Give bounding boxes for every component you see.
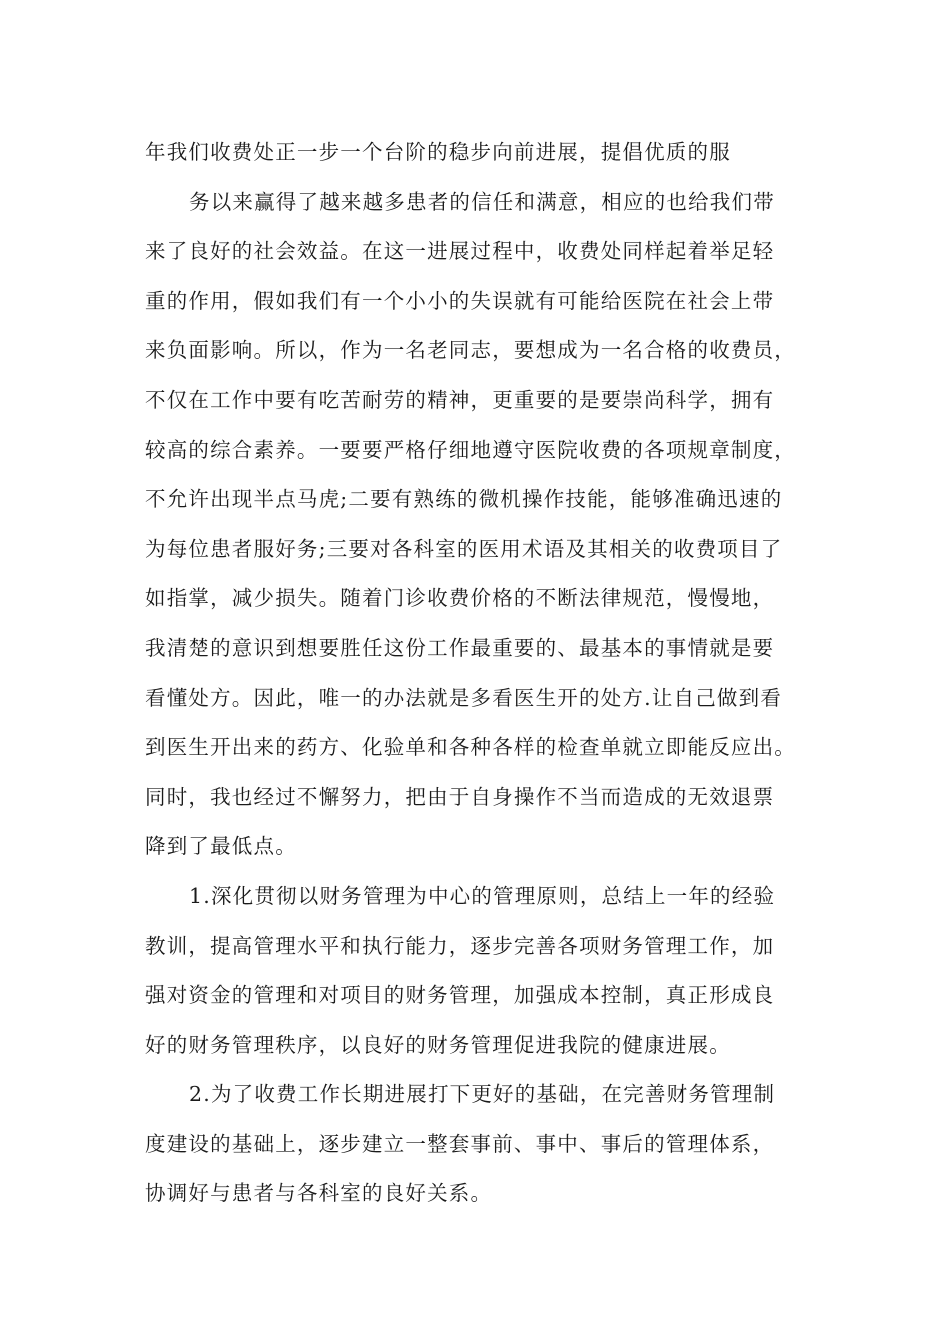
text-line: 降到了最低点。 (145, 834, 297, 859)
text-line: 务以来赢得了越来越多患者的信任和满意，相应的也给我们带 (189, 189, 775, 214)
text-line: 好的财务管理秩序，以良好的财务管理促进我院的健康进展。 (145, 1032, 731, 1057)
text-line: 我清楚的意识到想要胜任这份工作最重要的、最基本的事情就是要 (145, 635, 775, 660)
text-line: 较高的综合素养。一要要严格仔细地遵守医院收费的各项规章制度， (145, 437, 796, 462)
text-line: 同时，我也经过不懈努力，把由于自身操作不当而造成的无效退票 (145, 784, 775, 809)
text-line: 来负面影响。所以，作为一名老同志，要想成为一名合格的收费员， (145, 338, 796, 363)
text-line: 不仅在工作中要有吃苦耐劳的精神，更重要的是要崇尚科学，拥有 (145, 387, 775, 412)
text-line: 看懂处方。因此，唯一的办法就是多看医生开的处方.让自己做到看 (145, 685, 783, 710)
text-line: 到医生开出来的药方、化验单和各种各样的检查单就立即能反应出。 (145, 735, 796, 760)
text-line: 如指掌，减少损失。随着门诊收费价格的不断法律规范，慢慢地， (145, 586, 775, 611)
text-line: 协调好与患者与各科室的良好关系。 (145, 1181, 493, 1206)
text-line: 强对资金的管理和对项目的财务管理，加强成本控制，真正形成良 (145, 983, 775, 1008)
text-line: 不允许出现半点马虎;二要有熟练的微机操作技能，能够准确迅速的 (145, 487, 783, 512)
text-line: 2.为了收费工作长期进展打下更好的基础，在完善财务管理制 (189, 1082, 776, 1107)
text-line: 年我们收费处正一步一个台阶的稳步向前进展，提倡优质的服 (145, 140, 731, 164)
text-line: 重的作用，假如我们有一个小小的失误就有可能给医院在社会上带 (145, 288, 775, 313)
text-line: 来了良好的社会效益。在这一进展过程中，收费处同样起着举足轻 (145, 239, 775, 264)
text-line: 度建设的基础上，逐步建立一整套事前、事中、事后的管理体系， (145, 1131, 775, 1156)
text-line: 教训，提高管理水平和执行能力，逐步完善各项财务管理工作，加 (145, 933, 775, 958)
text-line: 1.深化贯彻以财务管理为中心的管理原则，总结上一年的经验 (189, 883, 776, 908)
text-line: 为每位患者服好务;三要对各科室的医用术语及其相关的收费项目了 (145, 536, 783, 561)
body-text (145, 128, 835, 1219)
